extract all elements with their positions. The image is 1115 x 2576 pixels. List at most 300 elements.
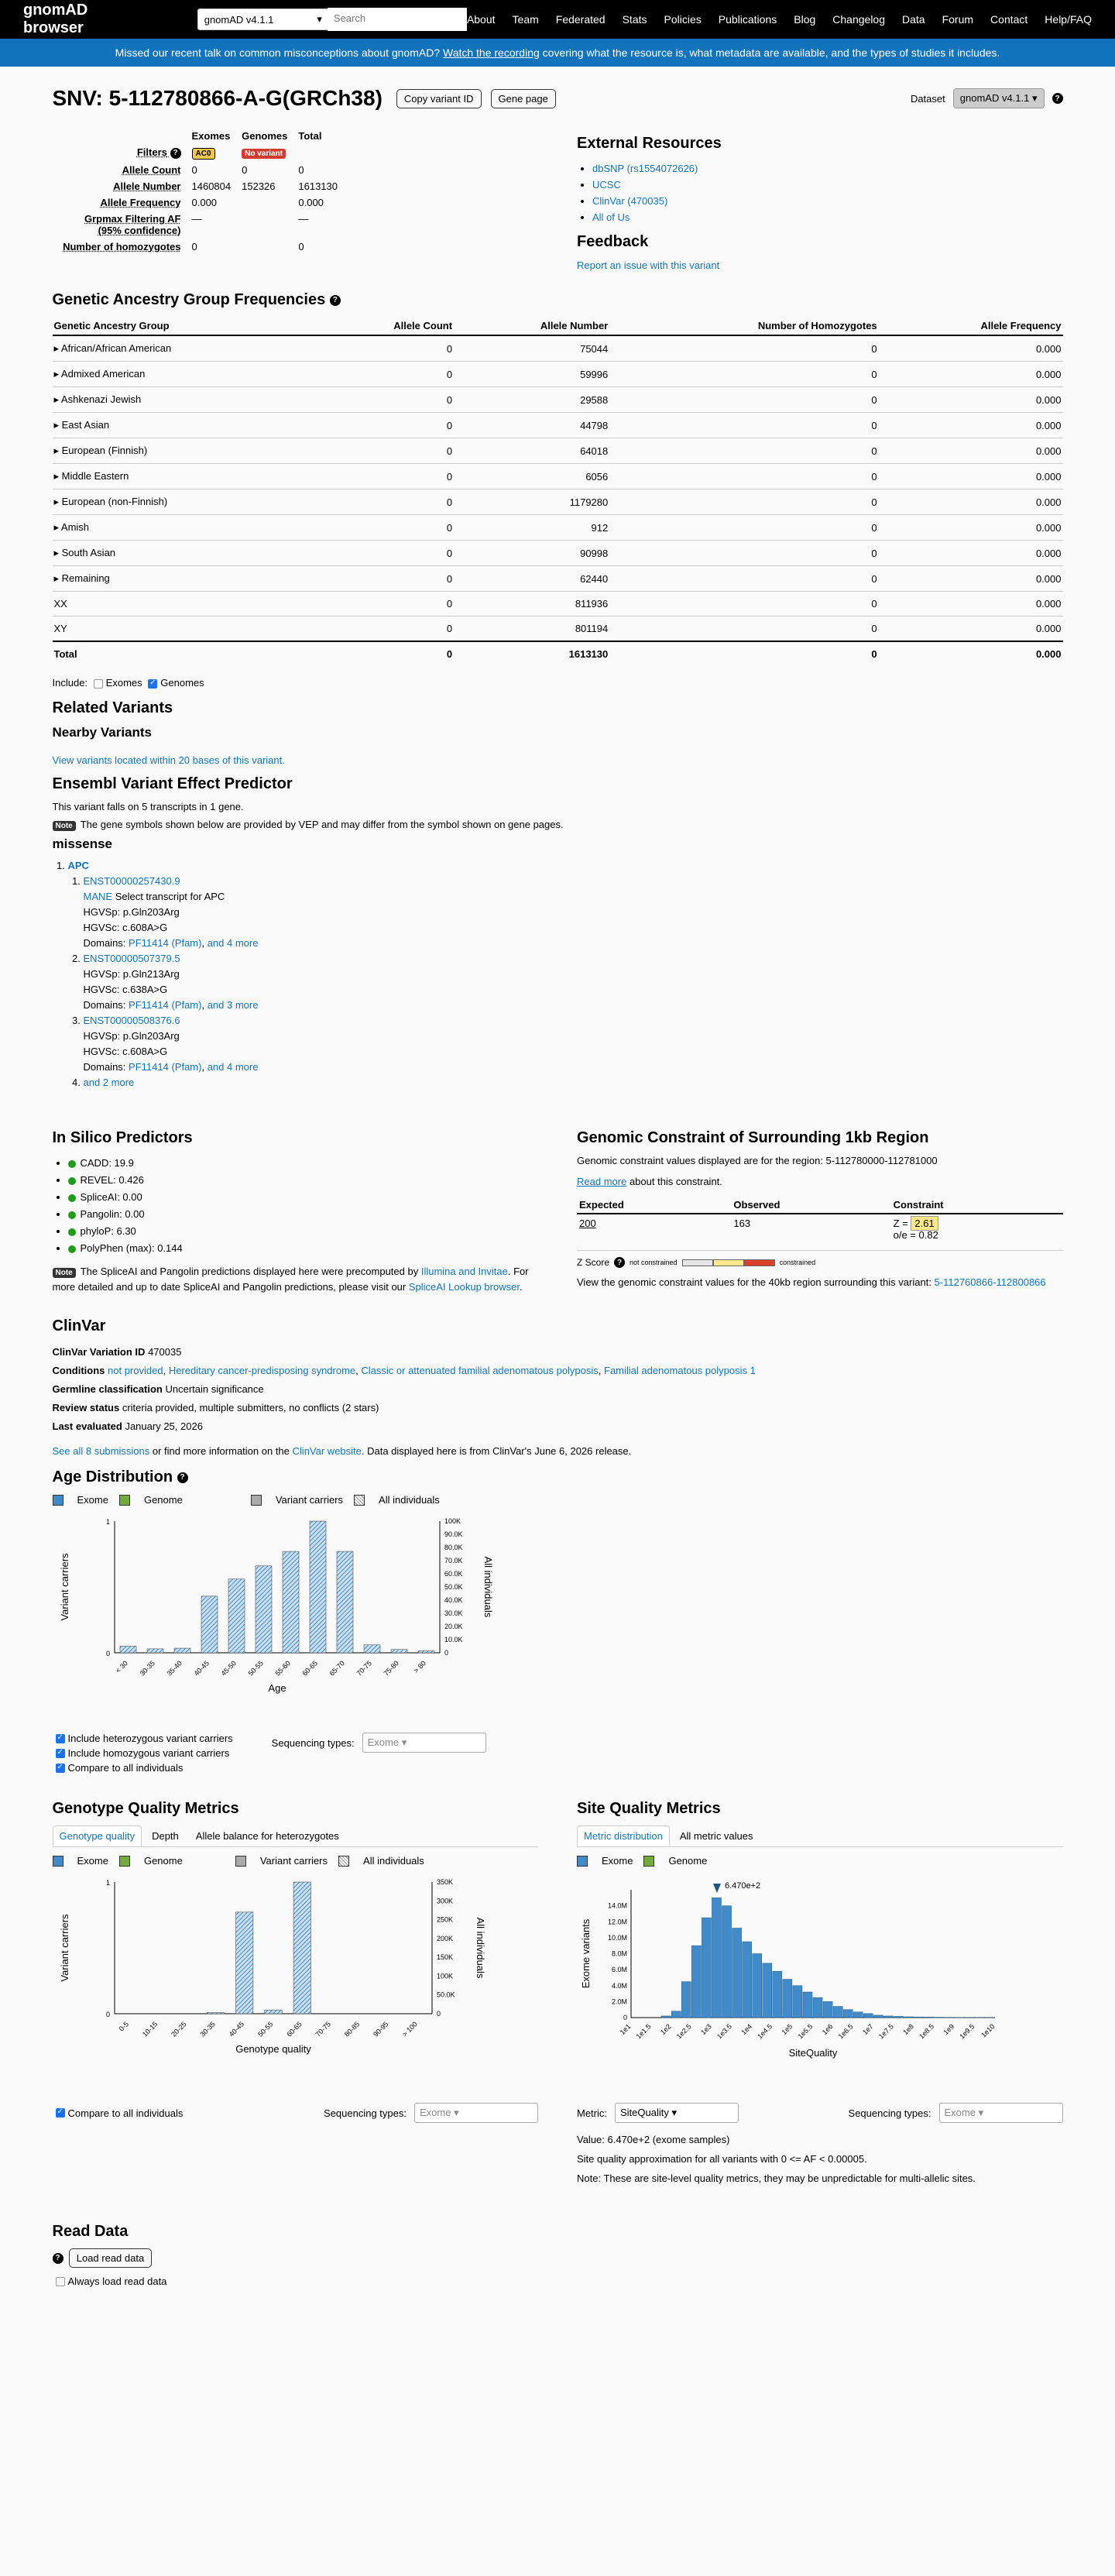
domain-link[interactable]: PF11414 (Pfam): [129, 937, 202, 949]
table-row[interactable]: ▸ East Asian 0 44798 0 0.000: [53, 413, 1063, 438]
help-icon[interactable]: ?: [1052, 93, 1063, 104]
constraint-table: Expected Observed Constraint 200 163 Z = 2.61 o/e = 0.82: [577, 1197, 1063, 1244]
bar: [671, 2011, 681, 2018]
y2-axis-label: All individuals: [482, 1556, 494, 1618]
bar: [904, 2017, 914, 2018]
banner-link[interactable]: Watch the recording: [443, 46, 540, 59]
x-tick-label: 60-65: [300, 1659, 319, 1678]
x-tick-label: 40-45: [192, 1659, 211, 1678]
gq-compare-checkbox[interactable]: [56, 2108, 65, 2117]
banner-text: Missed our recent talk on common misconceptions about gnomAD?: [115, 46, 441, 59]
x-tick-label: 1e4: [739, 2022, 754, 2037]
z-score-value: 2.61: [911, 1216, 938, 1231]
sq-tabs: [577, 1826, 1063, 1847]
y-tick-label: 0: [105, 1650, 110, 1657]
y2-axis-label: All individuals: [474, 1917, 486, 1979]
y2-tick-label: 60.0K: [444, 1570, 463, 1578]
y2-tick-label: 0: [436, 2010, 441, 2018]
y2-tick-label: 40.0K: [444, 1596, 463, 1604]
status-dot-icon: [68, 1160, 76, 1168]
table-row[interactable]: ▸ European (Finnish) 0 64018 0 0.000: [53, 438, 1063, 464]
include-toggles: Include: Exomes ✓ Genomes: [53, 677, 1063, 689]
x-tick-label: 10-15: [140, 2020, 159, 2038]
help-icon[interactable]: ?: [177, 1472, 188, 1483]
predictor-item: • phyloP: 6.30: [68, 1223, 539, 1240]
nav-link-changelog[interactable]: Changelog: [832, 13, 886, 26]
x-tick-label: 1e3.5: [715, 2022, 733, 2041]
y-tick-label: 2.0M: [611, 1997, 627, 2006]
read-data-title: Read Data: [52, 2223, 129, 2240]
constraint-title: Genomic Constraint of Surrounding 1kb Region: [577, 1129, 929, 1146]
y2-tick-label: 0: [444, 1649, 448, 1657]
summary-value: [237, 239, 292, 254]
clinvar-details: ClinVar Variation ID 470035 Conditions not provided, Hereditary cancer-predisposing syndrome, Classic or attenuated familial adenomatous polyposis, Familial adenomatous polyposis 1 Germline classification Uncertain significance Review status criteria provided, multiple submitters, no conflicts (2 stars) Last evaluated January 25, 2026 See all 8 submissions or find more information on the ClinVar website. Data displayed here is from ClinVar's June 6, 2026 release.: [52, 1346, 756, 1457]
external-resources-title: External Resources: [577, 135, 722, 152]
gene-page-button[interactable]: Gene page: [491, 89, 556, 108]
nav-link-federated[interactable]: Federated: [555, 13, 606, 26]
search-input[interactable]: Search: [328, 8, 467, 31]
nearby-link[interactable]: View variants located within 20 bases of this variant.: [52, 754, 285, 766]
y2-tick-label: 150K: [436, 1953, 453, 1962]
vep-title: Ensembl Variant Effect Predictor: [52, 775, 293, 792]
expand-icon[interactable]: ▸: [53, 496, 62, 507]
banner-text-end: covering what the resource is, what metadata are available, and the types of studies it includes.: [542, 46, 1000, 59]
note-badge: Note: [53, 1268, 76, 1278]
external-link[interactable]: UCSC: [592, 179, 621, 191]
nav-link-forum[interactable]: Forum: [942, 13, 974, 26]
expand-icon[interactable]: ▸: [53, 470, 62, 482]
y2-tick-label: 20.0K: [444, 1623, 463, 1630]
bar: [743, 1942, 752, 2018]
vep-list: [53, 858, 1063, 1091]
condition-link[interactable]: Classic or attenuated familial adenomatous polyposis: [361, 1365, 599, 1376]
vep-intro: This variant falls on 5 transcripts in 1 gene.: [52, 801, 244, 812]
transcript-link[interactable]: ENST00000507379.5: [83, 953, 180, 964]
ancestry-table: [53, 317, 1063, 666]
age-chart: [53, 1513, 517, 1722]
x-tick-label: 1e7: [861, 2022, 875, 2037]
predictor-item: • SpliceAI: 0.00: [68, 1189, 539, 1206]
bar: [763, 1963, 772, 2018]
dataset-dropdown[interactable]: gnomAD v4.1.1 ▾: [953, 88, 1045, 108]
help-icon[interactable]: ?: [53, 2253, 63, 2264]
summary-value: —: [298, 213, 309, 225]
bar: [722, 1906, 732, 2018]
status-dot-icon: [68, 1211, 76, 1219]
exomes-checkbox[interactable]: [94, 679, 103, 689]
tab-metric-distribution[interactable]: Metric distribution: [577, 1826, 670, 1846]
mane-link[interactable]: MANE: [83, 891, 113, 902]
tab-depth[interactable]: Depth: [152, 1830, 179, 1842]
bar: [925, 2017, 934, 2018]
expand-icon[interactable]: ▸: [53, 547, 62, 558]
nav-links: [467, 13, 1092, 26]
bar: [691, 1946, 701, 2018]
external-link[interactable]: ClinVar (470035): [592, 195, 668, 207]
bar: [264, 2010, 281, 2014]
related-title: Related Variants: [52, 699, 173, 716]
nav-link-about[interactable]: About: [466, 13, 496, 26]
column-header[interactable]: Allele Number: [454, 317, 609, 335]
gq-title: Genotype Quality Metrics: [52, 1800, 239, 1817]
external-links: [577, 160, 1063, 225]
bar: [120, 1647, 136, 1654]
table-row[interactable]: ▸ Amish 0 912 0 0.000: [53, 515, 1063, 541]
x-tick-label: 1e2.5: [674, 2022, 693, 2041]
bar: [863, 2014, 873, 2018]
bar: [147, 1649, 163, 1653]
summary-value: 0: [191, 241, 197, 252]
help-icon[interactable]: ?: [170, 148, 181, 159]
predictor-item: • Pangolin: 0.00: [68, 1206, 539, 1223]
bar: [364, 1645, 380, 1653]
more-domains-link[interactable]: and 3 more: [207, 999, 259, 1011]
bar: [803, 1992, 812, 2018]
condition-link[interactable]: not provided: [108, 1365, 163, 1376]
y2-tick-label: 50.0K: [436, 1990, 455, 1999]
bar: [207, 2013, 224, 2014]
x-tick-label: 1e5: [780, 2022, 794, 2037]
top-nav: [0, 0, 1115, 39]
x-tick-label: 20-25: [169, 2020, 188, 2038]
more-domains-link[interactable]: and 4 more: [207, 937, 259, 949]
summary-value: 0.000: [298, 197, 324, 208]
read-more-link[interactable]: Read more: [577, 1176, 627, 1187]
summary-value: 1613130: [298, 180, 338, 192]
gq-chart: [53, 1874, 517, 2083]
x-tick-label: 1e10: [979, 2022, 997, 2039]
table-row[interactable]: ▸ Admixed American 0 59996 0 0.000: [53, 362, 1063, 387]
summary-value: 0: [298, 164, 304, 176]
age-title: Age Distribution: [52, 1468, 173, 1485]
y-tick-label: 10.0M: [607, 1933, 627, 1942]
vep-note: The gene symbols shown below are provided by VEP and may differ from the symbol shown on gene pages.: [80, 819, 564, 830]
sq-chart: [577, 1874, 1041, 2083]
bar: [661, 2016, 671, 2018]
summary-value: 0: [242, 164, 248, 176]
summary-value: 0: [298, 241, 304, 252]
bar: [833, 2007, 842, 2018]
bar: [235, 1912, 252, 2014]
transcript-link[interactable]: ENST00000257430.9: [83, 875, 180, 887]
x-tick-label: 30-35: [198, 2020, 217, 2038]
table-row[interactable]: ▸ Ashkenazi Jewish 0 29588 0 0.000: [53, 387, 1063, 413]
column-header[interactable]: Genetic Ancestry Group: [53, 317, 318, 335]
table-row: Total 0 1613130 0 0.000: [53, 641, 1063, 666]
tab-genotype-quality[interactable]: Genotype quality: [53, 1826, 142, 1846]
bar: [174, 1648, 190, 1653]
summary-label: Grpmax Filtering AF (95% confidence): [84, 213, 181, 236]
gene-link[interactable]: APC: [67, 860, 89, 871]
y2-tick-label: 90.0K: [444, 1530, 463, 1538]
y2-tick-label: 10.0K: [444, 1636, 463, 1643]
x-tick-label: 0-5: [117, 2020, 130, 2033]
domain-link[interactable]: PF11414 (Pfam): [129, 1061, 202, 1073]
x-tick-label: 75-80: [382, 1659, 400, 1678]
bar: [853, 2012, 863, 2018]
y-tick-label: 12.0M: [607, 1918, 627, 1926]
y-tick-label: 0: [623, 2014, 627, 2021]
x-axis-label: SiteQuality: [788, 2047, 838, 2059]
y-tick-label: 6.0M: [611, 1966, 627, 1974]
feedback-title: Feedback: [577, 233, 649, 250]
x-tick-label: 1e6: [820, 2022, 835, 2037]
compare-checkbox[interactable]: [56, 1764, 65, 1773]
transcript-item: 2. ENST00000507379.5 HGVSp: p.Gln213Arg HGVSc: c.638A>G Domains: PF11414 (Pfam), and 3 more: [84, 951, 1063, 1013]
y2-tick-label: 80.0K: [444, 1544, 463, 1551]
bar: [712, 1898, 721, 2018]
expand-icon[interactable]: ▸: [53, 572, 62, 584]
x-tick-label: > 80: [411, 1659, 427, 1674]
x-tick-label: 55-60: [273, 1659, 292, 1678]
expand-icon[interactable]: ▸: [53, 419, 62, 431]
x-tick-label: 65-70: [328, 1659, 346, 1678]
y2-tick-label: 100K: [436, 1972, 453, 1980]
bar: [894, 2016, 903, 2018]
x-tick-label: 70-75: [355, 1659, 373, 1678]
nav-link-data[interactable]: Data: [902, 13, 925, 26]
summary-label: Allele Count: [122, 164, 181, 176]
chevron-down-icon: ▾: [317, 13, 322, 25]
y-axis-label: Exome variants: [580, 1918, 592, 1989]
clinvar-title: ClinVar: [52, 1317, 106, 1334]
table-row: XX 0 811936 0 0.000: [53, 592, 1063, 617]
table-row[interactable]: ▸ African/African American 0 75044 0 0.000: [53, 335, 1063, 362]
gq-tabs: [53, 1826, 539, 1847]
dataset-select[interactable]: gnomAD v4.1.1 ▾: [197, 9, 329, 30]
status-dot-icon: [68, 1245, 76, 1253]
sq-note: Note: These are site-level quality metrics, they may be unpredictable for multi-allelic sites.: [577, 2172, 976, 2184]
y-tick-label: 0: [105, 2011, 110, 2018]
y-tick-label: 4.0M: [611, 1981, 627, 1990]
predictor-list: [53, 1155, 539, 1257]
spliceai-lookup-link[interactable]: SpliceAI Lookup browser: [408, 1281, 520, 1293]
illumina-link[interactable]: Illumina and Invitae: [420, 1266, 508, 1277]
x-tick-label: 50-55: [246, 1659, 265, 1678]
filter-badge-genome: No variant: [242, 149, 286, 159]
clinvar-website-link[interactable]: ClinVar website: [292, 1445, 362, 1457]
y2-tick-label: 250K: [436, 1915, 453, 1924]
x-tick-label: 80-85: [342, 2020, 361, 2038]
x-tick-label: 90-95: [371, 2020, 390, 2038]
y2-tick-label: 50.0K: [444, 1583, 463, 1591]
sq-seq-select[interactable]: Exome ▾: [939, 2103, 1063, 2123]
summary-value: 0: [191, 164, 197, 176]
predictor-item: • PolyPhen (max): 0.144: [68, 1240, 539, 1257]
nav-link-policies[interactable]: Policies: [664, 13, 702, 26]
always-load-checkbox[interactable]: [56, 2277, 65, 2286]
y-tick-label: 1: [105, 1518, 110, 1526]
region-link[interactable]: 5-112760866-112800866: [934, 1276, 1046, 1288]
x-tick-label: 70-75: [314, 2020, 332, 2038]
x-tick-label: 1e6.5: [836, 2022, 855, 2041]
dataset-label: Dataset: [910, 92, 945, 105]
y-axis-label: Variant carriers: [58, 1914, 70, 1982]
x-tick-label: 1e5.5: [796, 2022, 815, 2041]
x-tick-label: 1e9.5: [958, 2022, 976, 2041]
y2-tick-label: 300K: [436, 1897, 453, 1905]
summary-value: 152326: [242, 180, 276, 192]
x-tick-label: 60-65: [284, 2020, 304, 2038]
report-issue-link[interactable]: Report an issue with this variant: [577, 259, 720, 271]
nav-link-team[interactable]: Team: [512, 13, 539, 26]
summary-value: 1460804: [191, 180, 232, 192]
zscore-scale: Z Score ? not constrained constrained: [577, 1250, 1063, 1268]
x-tick-label: 45-50: [219, 1659, 238, 1678]
table-row[interactable]: ▸ South Asian 0 90998 0 0.000: [53, 541, 1063, 566]
bar: [702, 1918, 711, 2018]
bar: [283, 1551, 299, 1653]
sq-value: Value: 6.470e+2 (exome samples): [577, 2134, 730, 2145]
y2-tick-label: 30.0K: [444, 1609, 463, 1617]
nav-link-publications[interactable]: Publications: [718, 13, 777, 26]
marker-label: 6.470e+2: [724, 1881, 761, 1891]
expand-icon[interactable]: ▸: [53, 368, 61, 380]
filter-badge-exome: AC0: [192, 148, 215, 160]
x-tick-label: 1e8.5: [918, 2022, 936, 2041]
expand-icon[interactable]: ▸: [53, 342, 61, 354]
summary-value: 0.000: [191, 197, 218, 208]
bar: [201, 1596, 218, 1653]
summary-label: Allele Frequency: [100, 197, 181, 208]
het-checkbox[interactable]: [56, 1734, 65, 1743]
sq-approx: Site quality approximation for all variants with 0 <= AF < 0.00005.: [577, 2153, 867, 2165]
nav-link-blog[interactable]: Blog: [794, 13, 816, 26]
y2-tick-label: 70.0K: [444, 1557, 463, 1564]
x-axis-label: Age: [267, 1682, 286, 1694]
transcript-item: 3. ENST00000508376.6 HGVSp: p.Gln203Arg HGVSc: c.608A>G Domains: PF11414 (Pfam), and 4 more: [84, 1013, 1063, 1075]
table-row: XY 0 801194 0 0.000: [53, 617, 1063, 642]
nav-link-stats[interactable]: Stats: [622, 13, 647, 26]
seq-type-select[interactable]: Exome ▾: [362, 1733, 486, 1753]
transcript-item: 1. ENST00000257430.9 MANE Select transcript for APC HGVSp: p.Gln203Arg HGVSc: c.608A>G Domains: PF11414 (Pfam), and 4 more: [84, 874, 1063, 951]
x-tick-label: 1e7.5: [877, 2022, 895, 2041]
bar: [391, 1650, 407, 1653]
y2-tick-label: 100K: [444, 1517, 461, 1525]
condition-link[interactable]: Familial adenomatous polyposis 1: [604, 1365, 756, 1376]
x-tick-label: 30-35: [138, 1659, 156, 1678]
brand-logo[interactable]: gnomAD browser: [23, 2, 88, 36]
status-dot-icon: [68, 1194, 76, 1202]
constraint-intro: Genomic constraint values displayed are for the region: 5-112780000-112781000: [577, 1155, 938, 1166]
y-tick-label: 1: [105, 1879, 110, 1887]
x-tick-label: 1e8: [901, 2022, 915, 2037]
genomes-checkbox[interactable]: [148, 679, 157, 689]
consequence-title: missense: [52, 836, 112, 851]
bar: [753, 1954, 762, 2018]
domain-link[interactable]: PF11414 (Pfam): [129, 999, 202, 1011]
bar: [914, 2017, 924, 2018]
more-domains-link[interactable]: and 4 more: [207, 1061, 259, 1073]
x-tick-label: 1e1: [618, 2022, 633, 2037]
bar: [418, 1650, 434, 1653]
age-legend: Exome Genome Variant carriers All individuals: [53, 1494, 1063, 1506]
external-link[interactable]: dbSNP (rs1554072626): [592, 163, 698, 174]
x-tick-label: 1e3: [699, 2022, 713, 2037]
bar: [813, 1997, 822, 2018]
nav-link-helpfaq[interactable]: Help/FAQ: [1045, 13, 1092, 26]
summary-value: [237, 211, 292, 238]
bar: [337, 1551, 353, 1653]
table-row[interactable]: ▸ European (non-Finnish) 0 1179280 0 0.000: [53, 489, 1063, 515]
predictor-item: • CADD: 19.9: [68, 1155, 539, 1172]
insilico-title: In Silico Predictors: [52, 1129, 193, 1146]
predictor-item: • REVEL: 0.426: [68, 1172, 539, 1189]
see-submissions-link[interactable]: See all 8 submissions: [52, 1445, 150, 1457]
copy-variant-button[interactable]: Copy variant ID: [396, 89, 482, 108]
hom-checkbox[interactable]: [56, 1749, 65, 1758]
bar: [256, 1566, 272, 1653]
bar: [873, 2015, 883, 2018]
x-tick-label: 1e1.5: [634, 2022, 653, 2041]
bar: [883, 2016, 893, 2018]
x-tick-label: 1e4.5: [756, 2022, 774, 2041]
bar: [843, 2010, 853, 2018]
summary-label: Number of homozygotes: [63, 241, 181, 252]
bar: [293, 1882, 310, 2014]
page-title: SNV: 5-112780866-A-G(GRCh38): [52, 86, 383, 110]
x-tick-label: 40-45: [227, 2020, 245, 2038]
bar: [732, 1929, 742, 2018]
x-tick-label: > 100: [400, 2020, 419, 2038]
table-row[interactable]: ▸ Remaining 0 62440 0 0.000: [53, 566, 1063, 592]
x-tick-label: 35-40: [165, 1659, 184, 1678]
tab-allele-balance-for-heterozygotes[interactable]: Allele balance for heterozygotes: [195, 1830, 339, 1842]
ancestry-title: Genetic Ancestry Group Frequencies: [52, 291, 326, 308]
metric-select[interactable]: SiteQuality ▾: [615, 2103, 739, 2123]
gq-legend: Exome Genome Variant carriers All individuals: [53, 1855, 539, 1867]
y2-tick-label: 350K: [436, 1878, 453, 1886]
help-icon[interactable]: ?: [330, 295, 341, 306]
y-axis-label: Variant carriers: [58, 1553, 70, 1621]
bar: [793, 1986, 802, 2018]
bar: [773, 1971, 782, 2018]
external-link[interactable]: All of Us: [592, 211, 630, 223]
tab-all-metric-values[interactable]: All metric values: [679, 1830, 753, 1842]
x-axis-label: Genotype quality: [235, 2043, 311, 2055]
bar: [783, 1980, 792, 2018]
condition-link[interactable]: Hereditary cancer-predisposing syndrome: [168, 1365, 356, 1376]
y-tick-label: 8.0M: [611, 1949, 627, 1958]
x-tick-label: < 30: [113, 1659, 129, 1674]
summary-value: [237, 195, 292, 210]
y2-tick-label: 200K: [436, 1934, 453, 1942]
table-row[interactable]: ▸ Middle Eastern 0 6056 0 0.000: [53, 464, 1063, 489]
column-header[interactable]: Allele Count: [317, 317, 454, 335]
expand-icon[interactable]: ▸: [53, 521, 61, 533]
summary-label: Allele Number: [113, 180, 181, 192]
gq-seq-select[interactable]: Exome ▾: [414, 2103, 538, 2123]
status-dot-icon: [68, 1228, 76, 1236]
nearby-title: Nearby Variants: [52, 725, 153, 740]
expand-icon[interactable]: ▸: [53, 393, 61, 405]
nav-link-contact[interactable]: Contact: [990, 13, 1028, 26]
more-transcripts-link[interactable]: and 2 more: [83, 1077, 135, 1088]
transcript-link[interactable]: ENST00000508376.6: [83, 1015, 180, 1026]
column-header[interactable]: Allele Frequency: [879, 317, 1063, 335]
marker-arrow-icon: [713, 1884, 721, 1893]
bar: [310, 1521, 326, 1653]
x-tick-label: 50-55: [256, 2020, 274, 2038]
note-badge: Note: [53, 821, 76, 831]
sq-legend: Exome Genome: [577, 1855, 1063, 1867]
status-dot-icon: [68, 1177, 76, 1185]
load-read-data-button[interactable]: Load read data: [69, 2248, 152, 2268]
expand-icon[interactable]: ▸: [53, 445, 62, 456]
bar: [681, 1982, 691, 2018]
column-header[interactable]: Number of Homozygotes: [609, 317, 878, 335]
x-tick-label: 1e2: [658, 2022, 673, 2037]
